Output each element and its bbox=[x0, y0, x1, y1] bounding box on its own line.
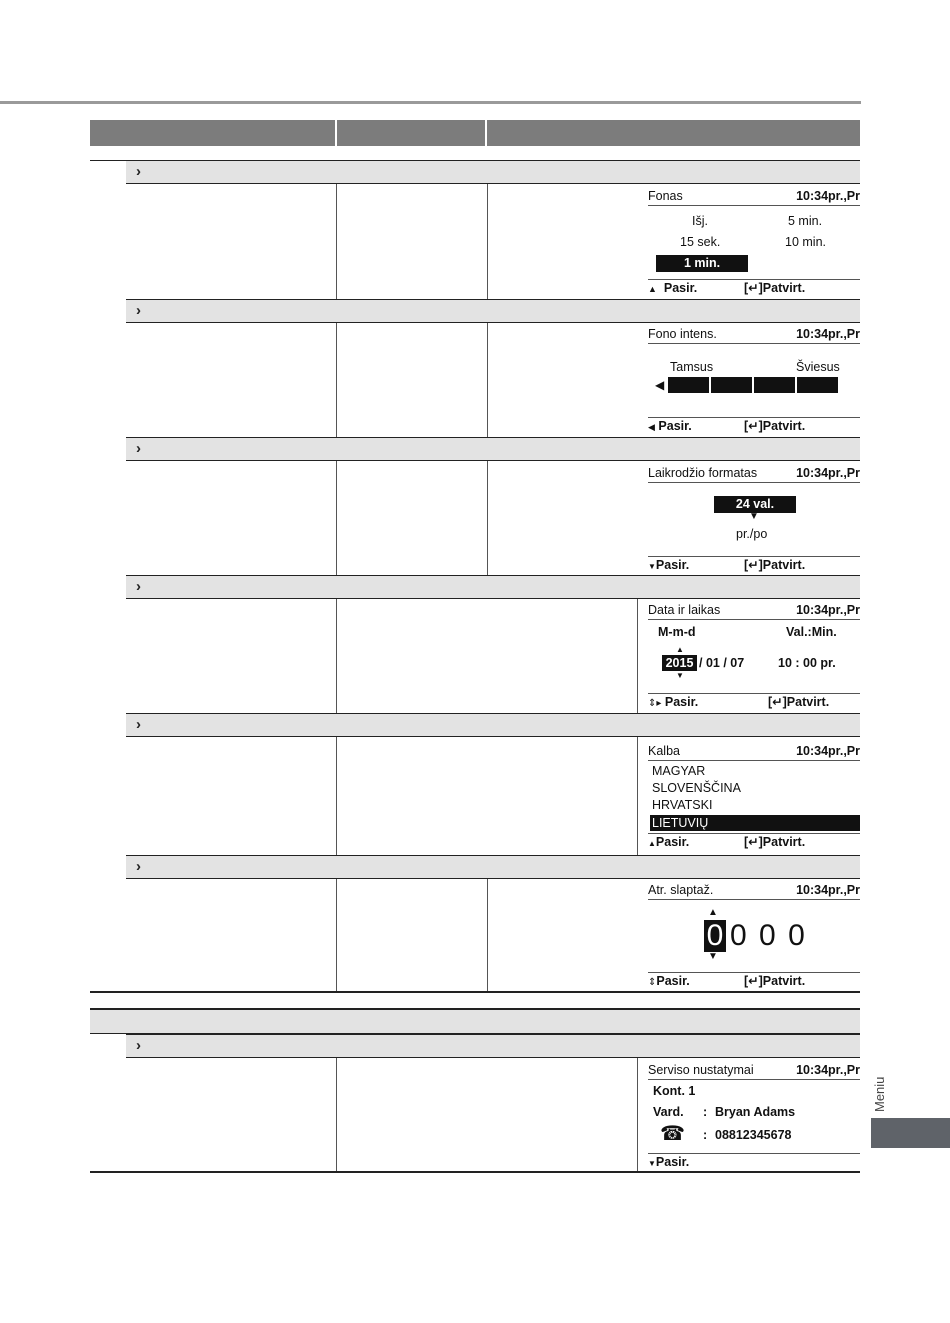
section-bar bbox=[126, 437, 860, 461]
brightness-segment bbox=[754, 377, 795, 393]
chevron-right-icon: › bbox=[136, 163, 141, 180]
footer-confirm: [↵]Patvirt. bbox=[768, 695, 830, 709]
time-format: Val.:Min. bbox=[786, 625, 837, 639]
date-rest: / 01 / 07 bbox=[699, 656, 745, 670]
language-item: HRVATSKI bbox=[652, 798, 713, 812]
column-divider bbox=[487, 184, 488, 299]
column-divider bbox=[336, 323, 337, 437]
top-rule bbox=[0, 101, 861, 104]
footer-confirm: [↵]Patvirt. bbox=[744, 835, 806, 849]
password-digits: 0 0 0 bbox=[730, 919, 807, 952]
option-off: Išj. bbox=[692, 214, 708, 228]
column-divider bbox=[487, 461, 488, 575]
phone-value: 08812345678 bbox=[715, 1128, 792, 1142]
section-bar bbox=[126, 713, 860, 737]
screen-title: Atr. slaptaž. bbox=[648, 883, 714, 897]
screen-clock: 10:34pr.,Pr bbox=[796, 603, 860, 617]
lcd-screen-kalba bbox=[648, 743, 860, 853]
language-item: SLOVENŠČINA bbox=[652, 781, 741, 795]
chevron-right-icon: › bbox=[136, 302, 141, 319]
screen-clock: 10:34pr.,Pr bbox=[796, 883, 860, 897]
format-selected: 24 val. bbox=[714, 496, 796, 513]
chevron-right-icon: › bbox=[136, 578, 141, 595]
option-selected: 1 min. bbox=[656, 255, 748, 272]
screen-title: Fonas bbox=[648, 189, 683, 203]
table-header-col2 bbox=[337, 120, 485, 146]
footer-nav: ⇕▸ Pasir. bbox=[648, 695, 699, 709]
format-other: pr./po bbox=[736, 527, 768, 541]
name-separator: : bbox=[703, 1105, 708, 1119]
footer-confirm: [↵]Patvirt. bbox=[744, 419, 806, 433]
time-value: 10 : 00 pr. bbox=[778, 656, 836, 670]
language-item: MAGYAR bbox=[652, 764, 706, 778]
screen-clock: 10:34pr.,Pr bbox=[796, 466, 860, 480]
label-bright: Šviesus bbox=[796, 360, 840, 374]
column-divider bbox=[487, 879, 488, 992]
footer-confirm: [↵]Patvirt. bbox=[744, 281, 806, 295]
footer-nav: ▲Pasir. bbox=[648, 835, 690, 849]
footer-nav: ▼Pasir. bbox=[648, 558, 690, 572]
arrow-down-icon: ▼ bbox=[676, 671, 684, 680]
arrow-up-icon: ▲ bbox=[676, 645, 684, 654]
chevron-right-icon: › bbox=[136, 440, 141, 457]
footer-nav: ◀ Pasir. bbox=[648, 419, 692, 433]
screen-title: Fono intens. bbox=[648, 327, 717, 341]
date-format: M-m-d bbox=[658, 625, 696, 639]
password-digit-active: 0 bbox=[704, 920, 726, 952]
label-dark: Tamsus bbox=[670, 360, 714, 374]
screen-clock: 10:34pr.,Pr bbox=[796, 189, 860, 203]
lcd-screen-serviso bbox=[648, 1062, 860, 1172]
option-10min: 10 min. bbox=[785, 235, 826, 249]
arrow-left-icon: ◀ bbox=[648, 422, 655, 432]
arrow-down-icon: ▼ bbox=[648, 1159, 656, 1168]
option-15sek: 15 sek. bbox=[680, 235, 721, 249]
table-header-col3 bbox=[487, 120, 860, 146]
name-label: Vard. bbox=[653, 1105, 684, 1119]
footer-nav: ▼Pasir. bbox=[648, 1155, 690, 1169]
screen-clock: 10:34pr.,Pr bbox=[796, 1063, 860, 1077]
section-bar bbox=[126, 855, 860, 879]
arrow-down-icon: ▼ bbox=[749, 511, 759, 522]
arrow-down-icon: ▼ bbox=[648, 562, 656, 571]
footer-confirm: [↵]Patvirt. bbox=[744, 974, 806, 988]
section-bar bbox=[126, 1034, 860, 1058]
arrow-left-icon: ◀ bbox=[655, 378, 665, 392]
screen-title: Serviso nustatymai bbox=[648, 1063, 754, 1077]
arrow-up-icon: ▲ bbox=[708, 907, 718, 918]
column-divider bbox=[336, 184, 337, 299]
column-divider bbox=[637, 737, 638, 855]
chevron-right-icon: › bbox=[136, 1037, 141, 1054]
lcd-screen-data-laikas bbox=[648, 602, 860, 712]
lcd-screen-fonas bbox=[648, 188, 860, 298]
brightness-segment bbox=[668, 377, 709, 393]
option-5min: 5 min. bbox=[788, 214, 823, 228]
lcd-screen-laikrodzio bbox=[648, 465, 860, 575]
brightness-segment bbox=[797, 377, 838, 393]
column-divider bbox=[336, 599, 337, 713]
footer-nav: ⇕Pasir. bbox=[648, 974, 690, 988]
column-divider bbox=[336, 879, 337, 992]
footer-nav: ▲ Pasir. bbox=[648, 281, 698, 295]
footer-confirm: [↵]Patvirt. bbox=[744, 558, 806, 572]
screen-title: Laikrodžio formatas bbox=[648, 466, 758, 480]
table-end-rule bbox=[90, 1171, 860, 1173]
phone-separator: : bbox=[703, 1128, 708, 1142]
chevron-right-icon: › bbox=[136, 716, 141, 733]
chevron-right-icon: › bbox=[136, 858, 141, 875]
arrow-up-icon: ▲ bbox=[648, 284, 657, 294]
lcd-screen-slaptaz bbox=[648, 882, 860, 992]
updown-arrow-icon: ⇕▸ bbox=[648, 698, 662, 709]
side-tab-label: Meniu bbox=[872, 1076, 887, 1112]
year-field: 2015 bbox=[662, 655, 697, 671]
side-tab[interactable] bbox=[871, 1118, 950, 1148]
brightness-segment bbox=[711, 377, 752, 393]
language-selected: LIETUVIŲ bbox=[650, 815, 860, 831]
screen-title: Data ir laikas bbox=[648, 603, 721, 617]
column-divider bbox=[336, 461, 337, 575]
screen-clock: 10:34pr.,Pr bbox=[796, 744, 860, 758]
section-bar bbox=[126, 575, 860, 599]
arrow-down-icon: ▼ bbox=[708, 951, 718, 962]
table2-header bbox=[90, 1008, 860, 1034]
column-divider bbox=[336, 1058, 337, 1172]
column-divider bbox=[637, 599, 638, 713]
column-divider bbox=[637, 1058, 638, 1172]
table-end-rule bbox=[90, 991, 860, 993]
column-divider bbox=[487, 323, 488, 437]
screen-title: Kalba bbox=[648, 744, 680, 758]
contact-label: Kont. 1 bbox=[653, 1084, 696, 1098]
arrow-up-icon: ▲ bbox=[648, 839, 656, 848]
name-value: Bryan Adams bbox=[715, 1105, 796, 1119]
column-divider bbox=[336, 737, 337, 855]
updown-arrow-icon: ⇕ bbox=[648, 977, 657, 988]
section-bar bbox=[126, 299, 860, 323]
section-bar bbox=[126, 160, 860, 184]
phone-icon: ☎ bbox=[660, 1123, 685, 1145]
screen-clock: 10:34pr.,Pr bbox=[796, 327, 860, 341]
table-header-col1 bbox=[90, 120, 335, 146]
